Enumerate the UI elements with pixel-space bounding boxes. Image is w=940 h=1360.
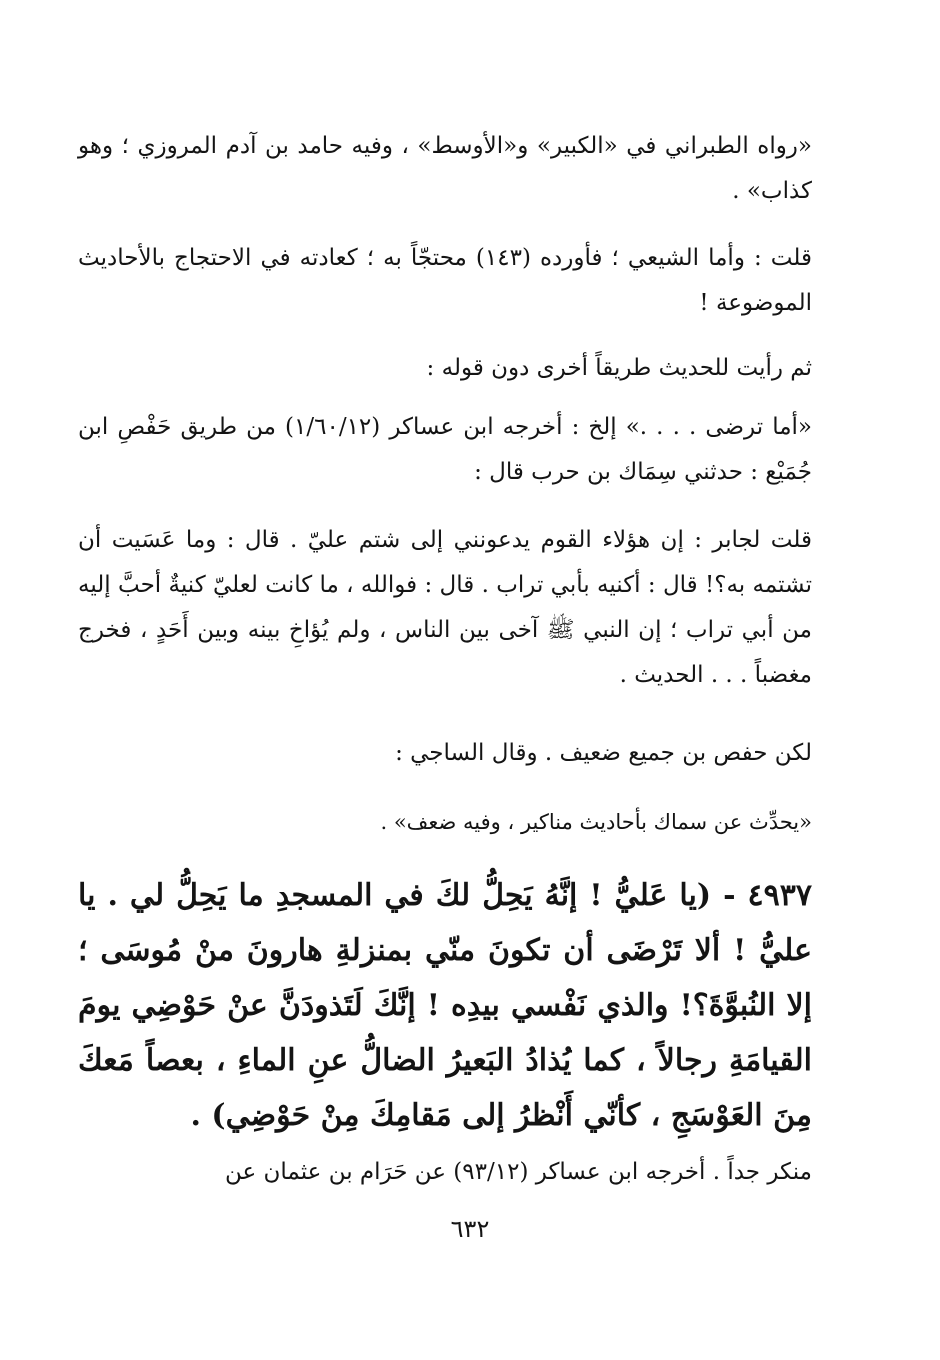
commentary-paragraph: لكن حفص بن جميع ضعيف . وقال الساجي : [395, 740, 812, 766]
narration-paragraph: قلت لجابر : إن هؤلاء القوم يدعونني إلى شتم عليّ . قال : وما عَسَيت أن تشتمه به؟! قال : أكنيه بأبي تراب . قال : فوالله ، ما كانت لعليّ كنيةٌ أحبَّ إليه من أبي تراب ؛ إن النبي ﷺ آخى بين الناس ، ولم يُؤاخِ بينه وبين أَحَدٍ ، فخرج مغضباً . . . الحديث . [78, 527, 812, 688]
commentary-paragraph: منكر جداً . أخرجه ابن عساكر (٩٣/١٢) عن حَرَام بن عثمان عن [224, 1159, 812, 1185]
quote-paragraph: «رواه الطبراني في «الكبير» و«الأوسط» ، وفيه حامد بن آدم المروزي ؛ وهو كذاب» . [78, 133, 812, 204]
quote-paragraph: «يحدِّث عن سماك بأحاديث مناكير ، وفيه ضعف» . [380, 810, 812, 834]
page-number: ٦٣٢ [450, 1215, 490, 1243]
commentary-paragraph: قلت : وأما الشيعي ؛ فأورده (١٤٣) محتجّاً به ؛ كعادته في الاحتجاج بالأحاديث الموضوعة ! [78, 245, 812, 316]
chain-paragraph: «أما ترضى . . . .» إلخ : أخرجه ابن عساكر (١/٦٠/١٢) من طريق حَفْصِ ابن جُمَيْع : حدثني سِمَاك بن حرب قال : [78, 414, 812, 485]
hadith-text: ٤٩٣٧ - (يا عَليُّ ! إنَّهُ يَحِلُّ لكَ في المسجدِ ما يَحِلُّ لي . يا عليُّ ! ألا تَرْضَى أن تكونَ منّي بمنزلةِ هارونَ منْ مُوسَى ؛ إلا النُبوَّةَ؟! والذي نَفْسي بيدِه ! إنَّكَ لَتَذودَنَّ عنْ حَوْضِي يومَ القيامَةِ رجالاً ، كما يُذادُ البَعيرُ الضالُّ عنِ الماءِ ، بعصاً مَعكَ مِنَ العَوْسَجِ ، كأنّي أَنْظرُ إلى مَقامِكَ مِنْ حَوْضِي) . [78, 878, 812, 1133]
commentary-paragraph: ثم رأيت للحديث طريقاً أخرى دون قوله : [426, 355, 812, 381]
